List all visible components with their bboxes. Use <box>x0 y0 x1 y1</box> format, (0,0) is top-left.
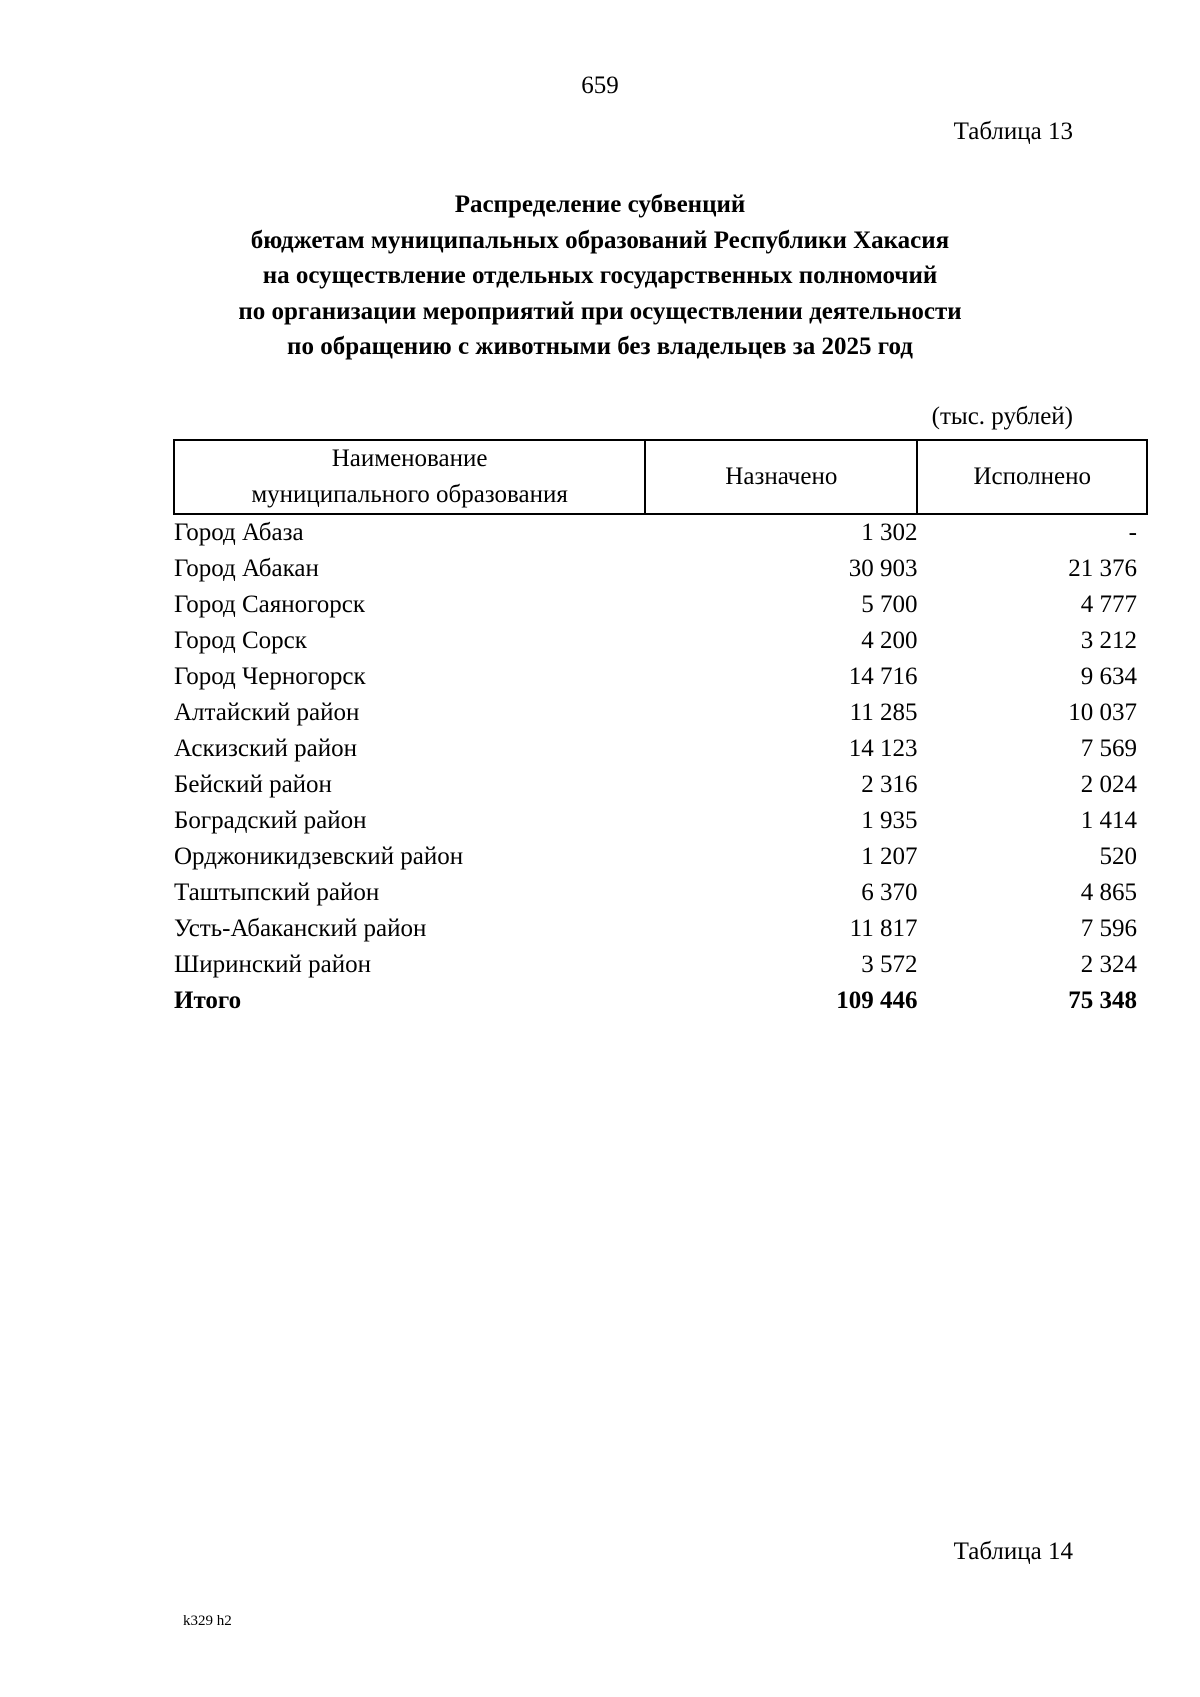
table-row <box>174 587 1147 623</box>
executed-cell: 4 777 <box>1080 591 1137 618</box>
assigned-cell: 1 302 <box>861 519 918 546</box>
table-row <box>174 911 1147 947</box>
executed-cell: 520 <box>1099 843 1137 870</box>
assigned-cell: 1 935 <box>861 807 918 834</box>
assigned-cell: 11 285 <box>849 699 918 726</box>
table-total-row <box>174 983 1147 1019</box>
municipality-name-cell: Орджоникидзевский район <box>174 843 464 870</box>
table-header-row <box>174 440 1147 514</box>
assigned-cell: 4 200 <box>861 627 918 654</box>
table-row <box>174 947 1147 983</box>
table-13-label: Таблица 13 <box>953 118 1073 145</box>
header-executed: Исполнено <box>917 440 1147 514</box>
executed-cell: - <box>1128 519 1137 546</box>
municipality-name-cell: Аскизский район <box>174 735 358 762</box>
table-row <box>174 731 1147 767</box>
assigned-cell: 11 817 <box>849 915 918 942</box>
table-row <box>174 695 1147 731</box>
subvention-table <box>173 439 1148 1019</box>
table-body <box>174 514 1147 1019</box>
municipality-name-cell: Алтайский район <box>174 699 360 726</box>
municipality-name-cell: Таштыпский район <box>174 879 380 906</box>
executed-cell: 21 376 <box>1068 555 1137 582</box>
executed-cell: 10 037 <box>1068 699 1137 726</box>
municipality-name-cell: Усть-Абаканский район <box>174 915 427 942</box>
title-line: бюджетам муниципальных образований Республики Хакасия <box>250 226 950 254</box>
table-row <box>174 875 1147 911</box>
executed-cell: 4 865 <box>1080 879 1137 906</box>
assigned-cell: 1 207 <box>861 843 918 870</box>
assigned-cell: 5 700 <box>861 591 918 618</box>
title-line: по организации мероприятий при осуществлении деятельности <box>238 297 962 325</box>
executed-cell: 2 324 <box>1080 951 1137 978</box>
assigned-cell: 14 123 <box>848 735 918 762</box>
table-row <box>174 767 1147 803</box>
table-row <box>174 839 1147 875</box>
executed-cell: 3 212 <box>1080 627 1137 654</box>
header-municipality <box>174 440 645 514</box>
title-line: на осуществление отдельных государственных полномочий <box>262 262 938 289</box>
municipality-name-cell: Город Абакан <box>174 555 319 582</box>
units-note: (тыс. рублей) <box>931 403 1073 430</box>
executed-cell: 1 414 <box>1080 807 1137 834</box>
executed-cell: 9 634 <box>1080 663 1137 690</box>
header-municipality-line1: Наименование <box>331 445 488 472</box>
table-title <box>0 187 1200 365</box>
assigned-cell: 2 316 <box>861 771 918 798</box>
executed-cell: 2 024 <box>1080 771 1137 798</box>
executed-cell: 7 569 <box>1080 735 1137 762</box>
table-14-label: Таблица 14 <box>953 1538 1073 1565</box>
assigned-cell: 3 572 <box>861 951 918 978</box>
title-line: Распределение субвенций <box>454 191 746 218</box>
assigned-cell: 30 903 <box>848 555 918 582</box>
municipality-name-cell: Город Сорск <box>174 627 307 654</box>
municipality-name-cell: Ширинский район <box>174 951 371 978</box>
table-row <box>174 514 1147 551</box>
total-executed-cell: 75 348 <box>1068 987 1137 1014</box>
municipality-name-cell: Город Абаза <box>174 519 304 546</box>
title-line: по обращению с животными без владельцев за 2025 год <box>287 333 913 360</box>
total-assigned-cell: 109 446 <box>836 987 918 1014</box>
assigned-cell: 6 370 <box>861 879 918 906</box>
total-name-cell: Итого <box>174 987 242 1014</box>
table-row <box>174 659 1147 695</box>
page-number: 659 <box>581 72 619 99</box>
executed-cell: 7 596 <box>1080 915 1137 942</box>
municipality-name-cell: Бейский район <box>174 771 332 798</box>
header-assigned: Назначено <box>645 440 917 514</box>
footer-code: k329 h2 <box>183 1613 232 1629</box>
assigned-cell: 14 716 <box>848 663 918 690</box>
header-municipality-line2: муниципального образования <box>251 481 568 508</box>
municipality-name-cell: Город Черногорск <box>174 663 366 690</box>
table-row <box>174 803 1147 839</box>
municipality-name-cell: Город Саяногорск <box>174 591 366 618</box>
table-row <box>174 623 1147 659</box>
municipality-name-cell: Боградский район <box>174 807 367 834</box>
table-row <box>174 551 1147 587</box>
